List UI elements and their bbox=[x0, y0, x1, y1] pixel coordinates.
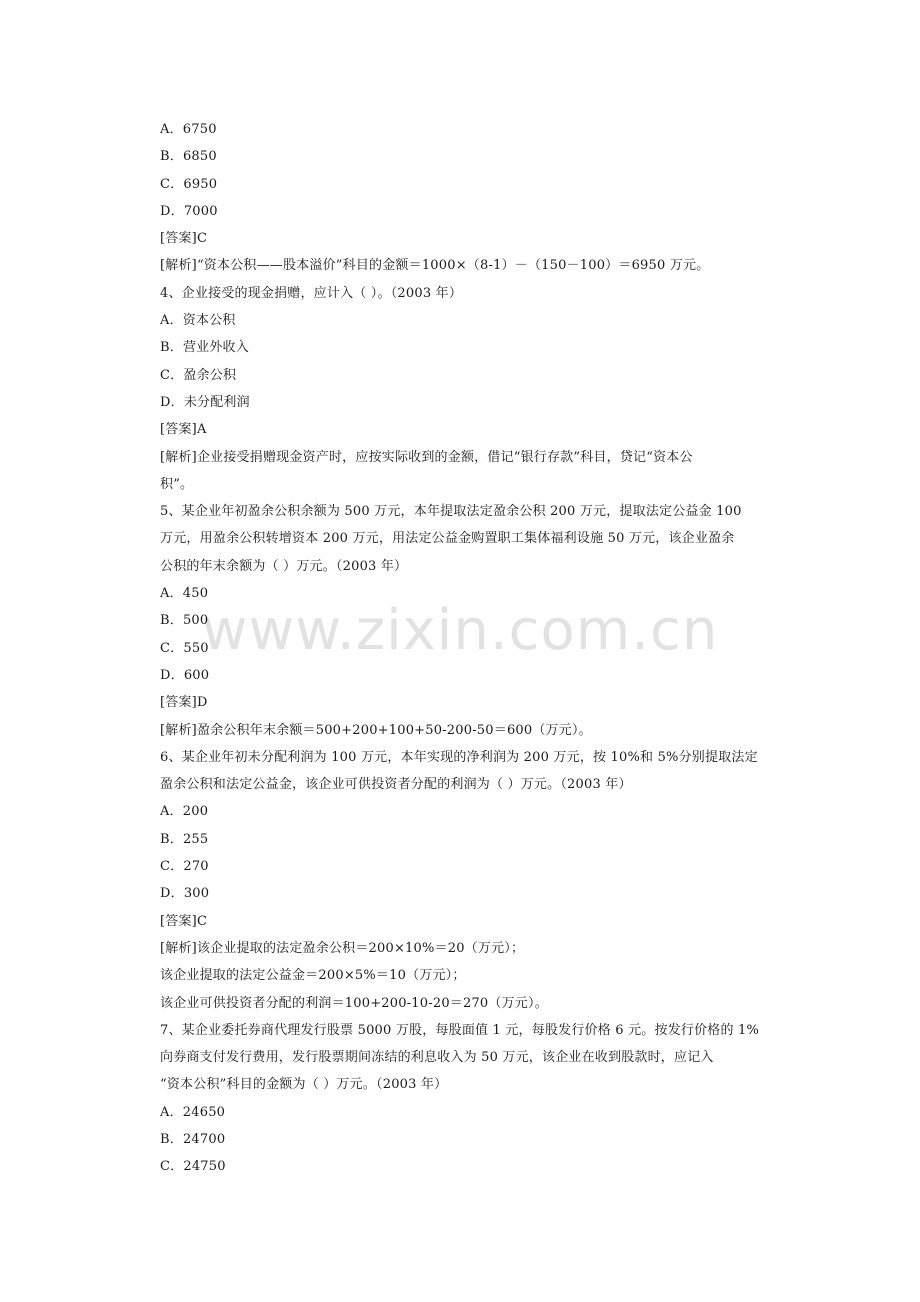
option-a: A．6750 bbox=[160, 122, 217, 137]
analysis-line: 该企业可供投资者分配的利润＝100+200-10-20＝270（万元）。 bbox=[160, 995, 548, 1011]
question-line: 7、某企业委托券商代理发行股票 5000 万股，每股面值 1 元，每股发行价格 6 元。按发行价格的 1% bbox=[160, 1022, 760, 1038]
option-c: C．550 bbox=[160, 640, 209, 656]
question-line: 万元，用盈余公积转增资本 200 万元，用法定公益金购置职工集体福利设施 50 万元，该企业盈余 bbox=[160, 531, 735, 547]
option-b: B．24700 bbox=[160, 1131, 226, 1147]
option-a: A．450 bbox=[160, 586, 209, 602]
analysis-line: [解析]该企业提取的法定盈余公积＝200×10%＝20（万元）； bbox=[160, 940, 525, 956]
analysis bbox=[160, 444, 785, 499]
question-line: 公积的年末余额为（ ）万元。（2003 年） bbox=[160, 558, 408, 574]
answer: [答案]C bbox=[160, 913, 208, 929]
option-a: A．200 bbox=[160, 804, 209, 820]
question-3-block bbox=[160, 116, 785, 280]
question-line: “资本公积”科目的金额为（ ）万元。（2003 年） bbox=[160, 1077, 448, 1093]
option-a: A．24650 bbox=[160, 1104, 226, 1120]
option-c: C．270 bbox=[160, 859, 209, 875]
option-c: C．盈余公积 bbox=[160, 367, 237, 383]
question-line: 盈余公积和法定公益金，该企业可供投资者分配的利润为（ ）万元。（2003 年） bbox=[160, 777, 632, 793]
option-b: B．营业外收入 bbox=[160, 340, 249, 356]
question-text: 4、企业接受的现金捐赠，应计入（ ）。（2003 年） bbox=[160, 285, 463, 301]
question-line: 向券商支付发行费用，发行股票期间冻结的利息收入为 50 万元，该企业在收到股款时，应记入 bbox=[160, 1050, 714, 1066]
question-text bbox=[160, 744, 785, 799]
option-a: A．资本公积 bbox=[160, 313, 236, 329]
question-6-block bbox=[160, 744, 785, 1017]
document-body bbox=[160, 116, 785, 1181]
option-c: C．6950 bbox=[160, 176, 218, 192]
option-b: B．255 bbox=[160, 831, 209, 847]
question-line: 6、某企业年初未分配利润为 100 万元，本年实现的净利润为 200 万元，按 10%和 5%分别提取法定 bbox=[160, 749, 758, 765]
question-text bbox=[160, 1017, 785, 1099]
question-4-block bbox=[160, 280, 785, 498]
option-b: B．500 bbox=[160, 613, 209, 629]
analysis-line: 积”。 bbox=[160, 476, 194, 492]
analysis bbox=[160, 935, 785, 1017]
analysis: [解析]“资本公积——股本溢价”科目的金额＝1000×（8-1）－（150－100）＝6950 万元。 bbox=[160, 258, 710, 274]
option-d: D．600 bbox=[160, 667, 210, 683]
analysis-line: [解析]企业接受捐赠现金资产时，应按实际收到的金额，借记“银行存款”科目，贷记“资本公 bbox=[160, 449, 693, 465]
analysis-line: 该企业提取的法定公益金＝200×5%＝10（万元）； bbox=[160, 968, 466, 984]
question-7-block bbox=[160, 1017, 785, 1181]
question-line: 5、某企业年初盈余公积余额为 500 万元，本年提取法定盈余公积 200 万元，提取法定公益金 100 bbox=[160, 504, 742, 520]
question-5-block bbox=[160, 498, 785, 744]
option-b: B．6850 bbox=[160, 149, 217, 165]
question-text bbox=[160, 498, 785, 580]
answer: [答案]A bbox=[160, 422, 207, 438]
analysis: [解析]盈余公积年末余额＝500+200+100+50-200-50＝600（万元）。 bbox=[160, 722, 592, 738]
answer: [答案]C bbox=[160, 231, 208, 247]
watermark: www.zixin.com.cn bbox=[201, 598, 719, 663]
option-d: D．7000 bbox=[160, 203, 218, 219]
option-c: C．24750 bbox=[160, 1159, 226, 1175]
answer: [答案]D bbox=[160, 695, 208, 711]
option-d: D．未分配利润 bbox=[160, 394, 250, 410]
option-d: D．300 bbox=[160, 886, 210, 902]
